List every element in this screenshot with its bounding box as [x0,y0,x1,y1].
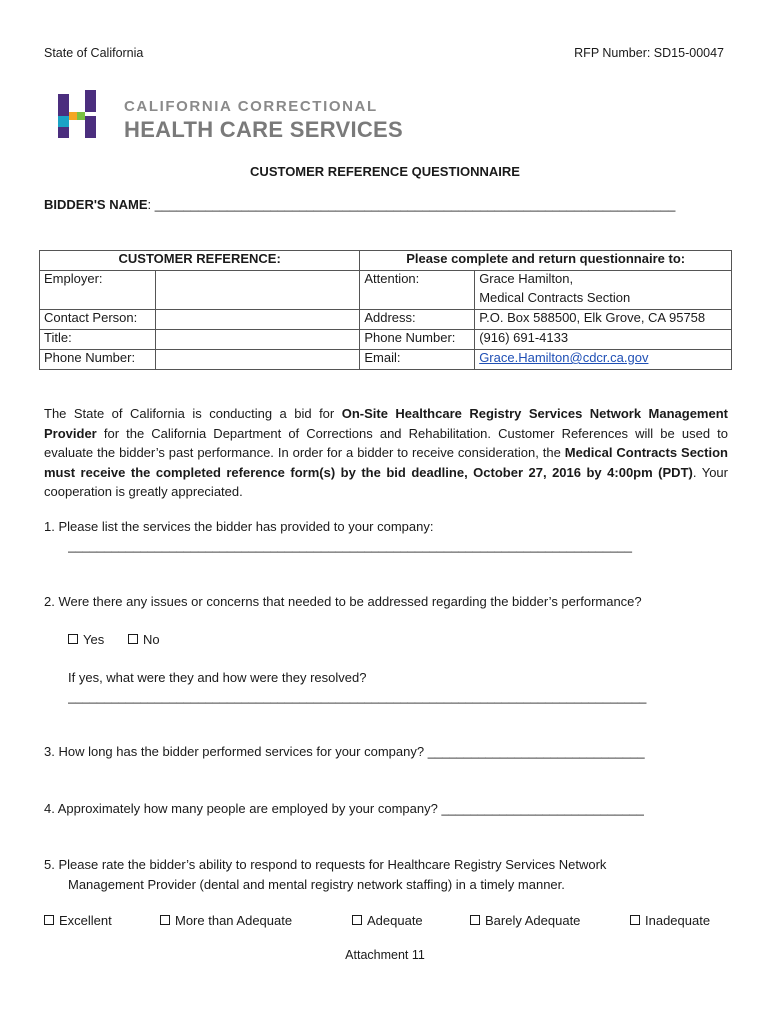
question-5-line2: Management Provider (dental and mental registry network staffing) in a timely manner. [68,877,565,892]
customer-reference-header: CUSTOMER REFERENCE: [40,251,360,271]
checkbox-icon[interactable] [352,915,362,925]
address-label: Address: [360,310,475,330]
rating-more-than-adequate[interactable] [160,913,292,928]
rating-label: Excellent [59,913,112,928]
question-2-yes[interactable] [68,632,104,647]
no-label: No [143,632,160,647]
question-4-answer-line[interactable]: ____________________________ [441,801,644,816]
reference-table [39,250,732,370]
phone-label: Phone Number: [360,330,475,350]
email-value-cell [475,350,732,370]
header-state: State of California [44,46,144,60]
rating-label: More than Adequate [175,913,293,928]
return-to-header: Please complete and return questionnaire to: [360,251,732,271]
document-title: CUSTOMER REFERENCE QUESTIONNAIRE [250,164,520,179]
rating-adequate[interactable] [352,913,423,928]
bidder-name-field[interactable]: ________________________________________________________________________ [154,197,676,212]
question-3-text: 3. How long has the bidder performed services for your company? [44,744,425,759]
bidder-name-label: BIDDER'S NAME [44,197,148,212]
title-label: Title: [40,330,156,350]
question-2: 2. Were there any issues or concerns that needed to be addressed regarding the bidder’s performance? [44,594,642,609]
title-field[interactable] [155,330,359,350]
bidder-name-colon: : [147,197,152,212]
rating-label: Inadequate [645,913,711,928]
intro-paragraph [44,404,728,502]
question-4-text: 4. Approximately how many people are employed by your company? [44,801,438,816]
contact-person-label: Contact Person: [40,310,156,330]
address-value: P.O. Box 588500, Elk Grove, CA 95758 [475,310,732,330]
rating-inadequate[interactable] [630,913,710,928]
intro-text-2: for the California Department of Corrections and Rehabilitation. Customer References will be used to evaluate the bidder’s past performance. In order for a bidder to receive consideration, the [44,425,728,460]
employer-label: Employer: [40,271,156,291]
email-label: Email: [360,350,475,370]
intro-text-1: The State of California is conducting a bid for [44,406,342,421]
checkbox-icon[interactable] [128,634,138,644]
logo-text-line1: CALIFORNIA CORRECTIONAL [124,98,378,115]
phone-number-label: Phone Number: [40,350,156,370]
cchcs-logo-icon [58,90,98,140]
checkbox-icon[interactable] [630,915,640,925]
question-1-answer-line[interactable]: ______________________________________________________________________________ [68,538,632,553]
question-3-answer-line[interactable]: ______________________________ [427,744,645,759]
header-rfp-number: RFP Number: SD15-00047 [574,46,724,60]
rating-excellent[interactable] [44,913,112,928]
checkbox-icon[interactable] [160,915,170,925]
question-2-answer-line[interactable]: ________________________________________________________________________________ [68,689,647,704]
attention-value: Grace Hamilton, [475,271,732,291]
question-2-no[interactable] [128,632,160,647]
intro-text-3: . Your cooperation is greatly appreciated. [44,464,728,499]
question-4 [44,801,644,816]
cchcs-logo [58,90,404,142]
attention-value-section: Medical Contracts Section [475,290,732,310]
question-3 [44,744,645,759]
question-1: 1. Please list the services the bidder has provided to your company: [44,519,434,534]
email-link[interactable]: Grace.Hamilton@cdcr.ca.gov [479,350,649,365]
checkbox-icon[interactable] [470,915,480,925]
question-5: 5. Please rate the bidder’s ability to respond to requests for Healthcare Registry Services Network [44,857,607,872]
logo-text-line2: HEALTH CARE SERVICES [124,117,404,142]
checkbox-icon[interactable] [68,634,78,644]
employer-field[interactable] [155,271,359,310]
checkbox-icon[interactable] [44,915,54,925]
footer-attachment: Attachment 11 [345,948,425,962]
question-2-followup: If yes, what were they and how were they resolved? [68,670,367,685]
attention-label: Attention: [360,271,475,291]
intro-bold-2: Medical Contracts Section must receive the completed reference form(s) by the bid deadline, October 27, 2016 by 4:00pm (PDT) [44,445,728,480]
yes-label: Yes [83,632,105,647]
contact-person-field[interactable] [155,310,359,330]
phone-value: (916) 691-4133 [475,330,732,350]
rating-barely-adequate[interactable] [470,913,580,928]
bidder-name-row [44,197,675,212]
phone-number-field[interactable] [155,350,359,370]
rating-label: Adequate [367,913,423,928]
intro-bold-1: On-Site Healthcare Registry Services Network Management Provider [44,406,728,441]
rating-label: Barely Adequate [485,913,581,928]
